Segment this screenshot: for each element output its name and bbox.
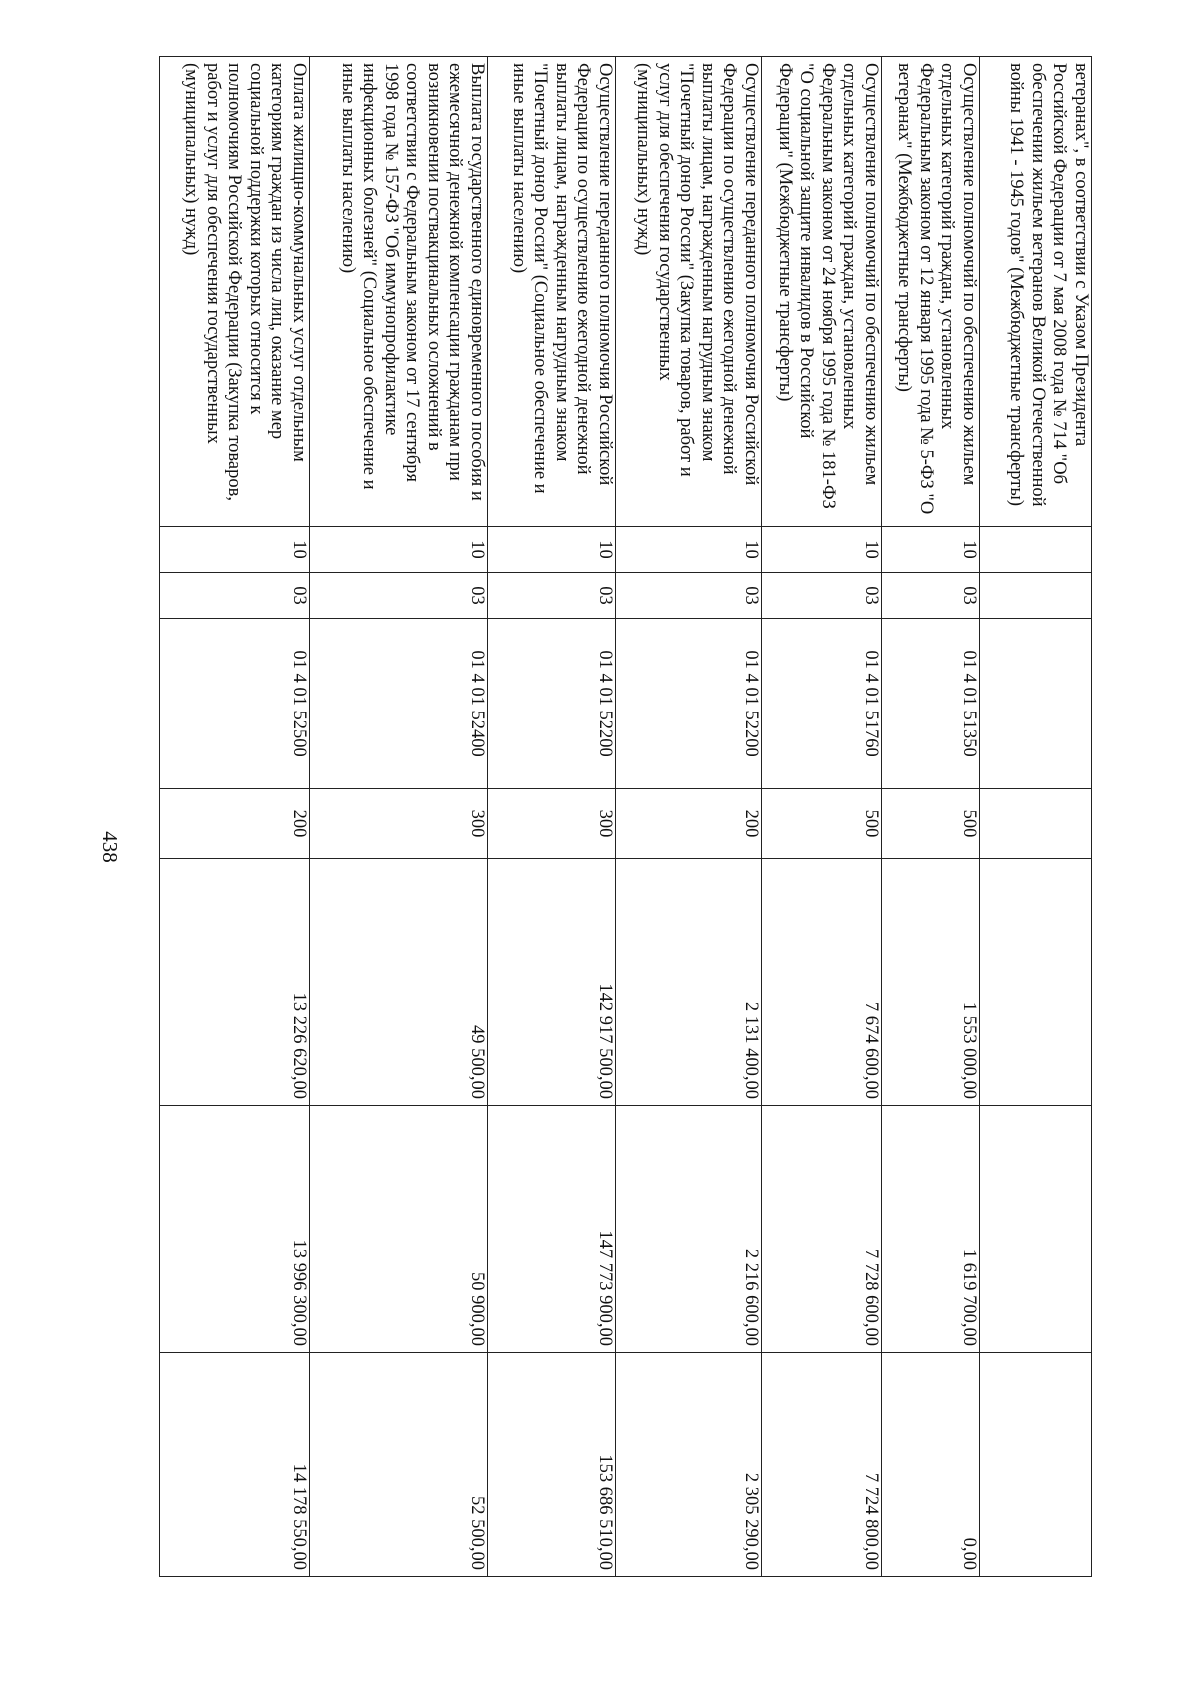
table-row (882, 57, 980, 1577)
expense-type-code: 500 (762, 789, 882, 859)
row-description: Осуществление переданного полномочия Российской Федерации по осуществлению ежегодной денежной выплаты лицам, награжденным нагрудным знаком "Почетный донор России" (Социальное обеспечение и иные выплаты населению) (488, 57, 616, 527)
subsection-code: 03 (882, 573, 980, 619)
table-row (762, 57, 882, 1577)
table-row (160, 57, 310, 1577)
amount-3 (980, 1353, 1092, 1577)
target-article-code: 01 4 01 52500 (160, 619, 310, 789)
amount-3: 14 178 550,00 (160, 1353, 310, 1577)
row-description: ветеранах", в соответствии с Указом Президента Российской Федерации от 7 мая 2008 года № 714 "Об обеспечении жильем ветеранов Великой Отечественной войны 1941 - 1945 годов" (Межбюджетные трансферты) (980, 57, 1092, 527)
amount-2: 1 619 700,00 (882, 1106, 980, 1353)
expense-type-code: 500 (882, 789, 980, 859)
amount-1: 2 131 400,00 (616, 859, 762, 1106)
amount-1 (980, 859, 1092, 1106)
row-description: Осуществление переданного полномочия Российской Федерации по осуществлению ежегодной денежной выплаты лицам, награжденным нагрудным знаком "Почетный донор России" (Закупка товаров, работ и услуг для обеспечения государственных (муниципальных) нужд) (616, 57, 762, 527)
section-code: 10 (488, 527, 616, 573)
subsection-code: 03 (160, 573, 310, 619)
table-row (310, 57, 488, 1577)
section-code: 10 (160, 527, 310, 573)
amount-1: 1 553 000,00 (882, 859, 980, 1106)
subsection-code (980, 573, 1092, 619)
amount-2 (980, 1106, 1092, 1353)
subsection-code: 03 (488, 573, 616, 619)
target-article-code: 01 4 01 52400 (310, 619, 488, 789)
amount-3: 0,00 (882, 1353, 980, 1577)
row-description: Выплата государственного единовременного пособия и ежемесячной денежной компенсации гражданам при возникновении поствакцинальных осложнений в соответствии с Федеральным законом от 17 сентября 1998 года № 157-ФЗ "Об иммунопрофилактике инфекционных болезней" (Социальное обеспечение и иные выплаты населению) (310, 57, 488, 527)
section-code (980, 527, 1092, 573)
amount-1: 142 917 500,00 (488, 859, 616, 1106)
amount-3: 153 686 510,00 (488, 1353, 616, 1577)
amount-2: 2 216 600,00 (616, 1106, 762, 1353)
table-row (616, 57, 762, 1577)
table-row (980, 57, 1092, 1577)
amount-1: 7 674 600,00 (762, 859, 882, 1106)
amount-3: 2 305 290,00 (616, 1353, 762, 1577)
table-row (488, 57, 616, 1577)
expense-type-code: 200 (160, 789, 310, 859)
target-article-code: 01 4 01 52200 (488, 619, 616, 789)
target-article-code: 01 4 01 52200 (616, 619, 762, 789)
rotated-table-container (126, 56, 1092, 1576)
budget-table (159, 56, 1092, 1577)
expense-type-code (980, 789, 1092, 859)
amount-3: 52 500,00 (310, 1353, 488, 1577)
amount-2: 7 728 600,00 (762, 1106, 882, 1353)
amount-2: 147 773 900,00 (488, 1106, 616, 1353)
target-article-code: 01 4 01 51760 (762, 619, 882, 789)
amount-2: 50 900,00 (310, 1106, 488, 1353)
row-description: Оплата жилищно-коммунальных услуг отдельным категориям граждан из числа лиц, оказание мер социальной поддержки которых относится к полномочиям Российской Федерации (Закупка товаров, работ и услуг для обеспечения государственных (муниципальных) нужд) (160, 57, 310, 527)
target-article-code (980, 619, 1092, 789)
section-code: 10 (616, 527, 762, 573)
subsection-code: 03 (310, 573, 488, 619)
expense-type-code: 300 (310, 789, 488, 859)
amount-3: 7 724 800,00 (762, 1353, 882, 1577)
expense-type-code: 300 (488, 789, 616, 859)
page-number: 438 (98, 831, 122, 863)
amount-1: 49 500,00 (310, 859, 488, 1106)
row-description: Осуществление полномочий по обеспечению жильем отдельных категорий граждан, установленных Федеральным законом от 24 ноября 1995 года № 181-ФЗ "О социальной защите инвалидов в Российской Федерации" (Межбюджетные трансферты) (762, 57, 882, 527)
row-description: Осуществление полномочий по обеспечению жильем отдельных категорий граждан, установленных Федеральным законом от 12 января 1995 года № 5-ФЗ "О ветеранах" (Межбюджетные трансферты) (882, 57, 980, 527)
amount-1: 13 226 620,00 (160, 859, 310, 1106)
section-code: 10 (310, 527, 488, 573)
subsection-code: 03 (762, 573, 882, 619)
section-code: 10 (762, 527, 882, 573)
amount-2: 13 996 300,00 (160, 1106, 310, 1353)
target-article-code: 01 4 01 51350 (882, 619, 980, 789)
expense-type-code: 200 (616, 789, 762, 859)
subsection-code: 03 (616, 573, 762, 619)
section-code: 10 (882, 527, 980, 573)
